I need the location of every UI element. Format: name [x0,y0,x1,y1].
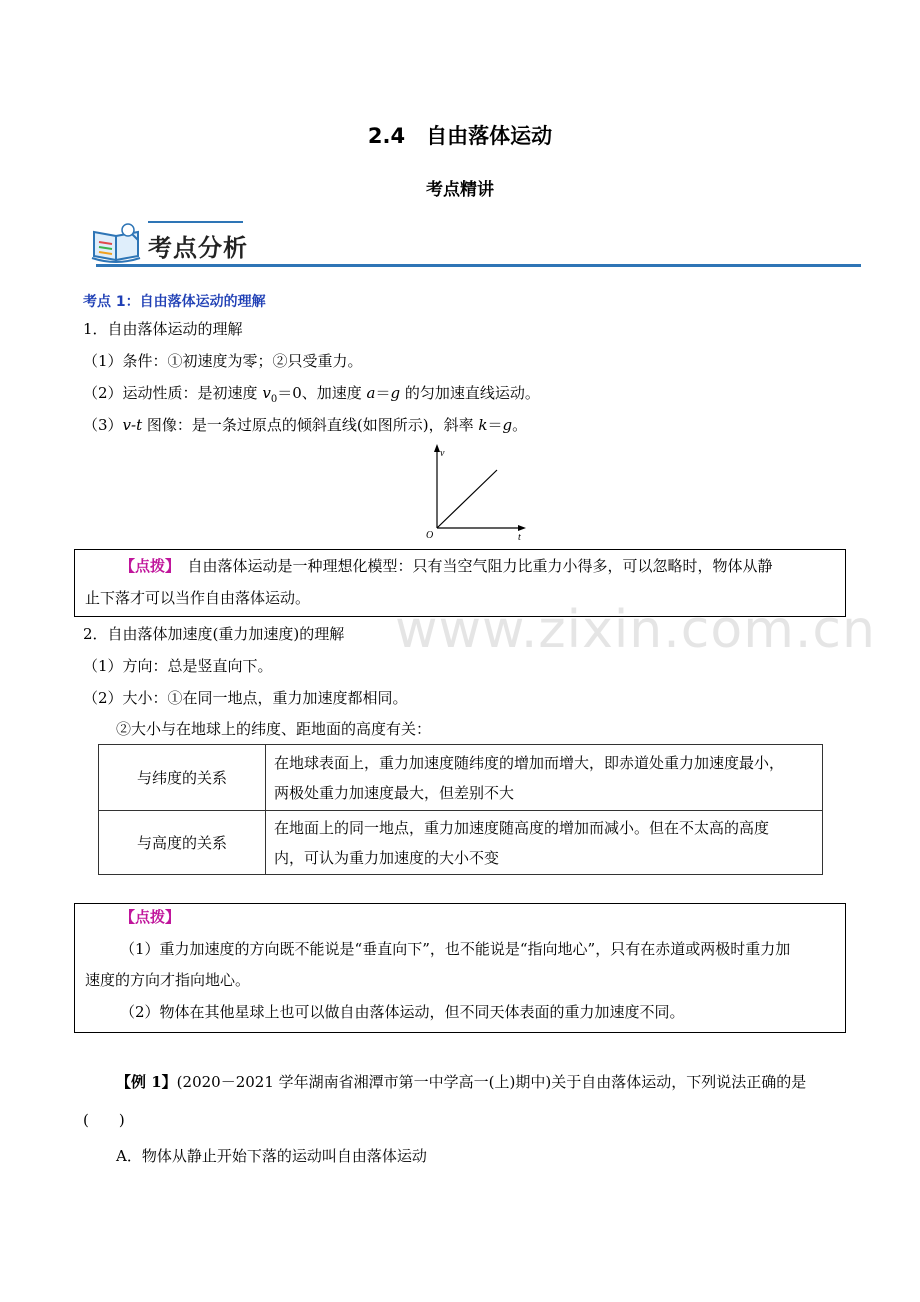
hint1-line2: 止下落才可以当作自由落体运动。 [85,589,311,607]
v-label: v [440,448,445,459]
t-axis-arrow [518,525,526,531]
vt-graph [420,442,532,544]
hint2-label: 【点拨】 [120,908,181,926]
s2-line-3: ②大小与在地球上的纬度、距地面的高度有关： [116,720,432,738]
example-1: 【例 1】(2020－2021 学年湖南省湘潭市第一中学高一(上)期中)关于自由落体运动，下列说法正确的是 [116,1073,807,1091]
hint2-p1-line1: （1）重力加速度的方向既不能说是“垂直向下”，也不能说是“指向地心”，只有在赤道或两极时重力加 [120,940,791,958]
section-banner: 考点分析 [148,234,248,262]
section1-heading: 1．自由落体运动的理解 [83,320,243,338]
t-label: t [518,532,521,543]
hint2-p2: （2）物体在其他星球上也可以做自由落体运动，但不同天体表面的重力加速度不同。 [120,1003,685,1021]
section2-heading: 2．自由落体加速度(重力加速度)的理解 [83,625,345,643]
table-value: 在地球表面上，重力加速度随纬度的增加而增大，即赤道处重力加速度最小， 两极处重力加速度最大，但差别不大 [266,745,823,811]
book-icon [90,218,146,264]
hint-label: 【点拨】 [120,557,173,575]
table-value: 在地面上的同一地点，重力加速度随高度的增加而减小。但在不太高的高度 内，可认为重力加速度的大小不变 [266,811,823,875]
hint1-line1: 【点拨】 自由落体运动是一种理想化模型：只有当空气阻力比重力小得多，可以忽略时，物体从静 [120,557,773,575]
table-row [99,745,823,811]
s1-line-3: （3）v-t 图像：是一条过原点的倾斜直线(如图所示)，斜率 k＝g。 [83,416,528,434]
example-paren: ( ) [83,1111,125,1129]
kaodian-heading: 考点 1：自由落体运动的理解 [83,294,266,310]
s1-line-1: （1）条件：①初速度为零；②只受重力。 [83,352,363,370]
table-key: 与纬度的关系 [99,745,266,811]
gravity-relation-table [98,744,823,875]
page-subtitle: 考点精讲 [426,180,494,200]
vt-line [437,470,497,528]
banner-rule [96,264,861,267]
watermark: www.zixin.com.cn [395,600,876,660]
s2-line-2: （2）大小：①在同一地点，重力加速度都相同。 [83,689,408,707]
s1-line-2: （2）运动性质：是初速度 $v_0=0$、加速度 a＝g 的匀加速直线运动。 [83,384,540,405]
table-key: 与高度的关系 [99,811,266,875]
option-a: A．物体从静止开始下落的运动叫自由落体运动 [116,1147,427,1165]
table-row [99,811,823,875]
hint-box-2 [74,903,846,1033]
hint2-p1-line2: 速度的方向才指向地心。 [85,971,251,989]
s2-line-1: （1）方向：总是竖直向下。 [83,657,273,675]
origin-label: O [426,530,434,541]
page-title: 2.4 自由落体运动 [367,124,553,148]
banner-top-line [148,221,243,223]
